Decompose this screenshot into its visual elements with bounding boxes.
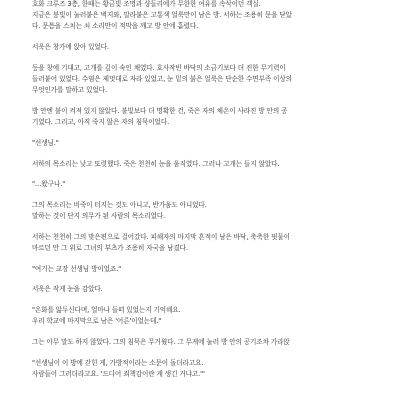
text-line: 그의 목소리는 비죽이 터지는 것도 아니고, 반가움도 아니었다.: [32, 200, 207, 209]
paragraph: [32, 42, 372, 53]
text-line: "여기는 교장 선생님 방이었죠.": [32, 264, 122, 273]
text-line: 방 안엔 불이 켜져 있지 않았다. 불빛보다 더 명확한 건, 죽은 자의 체온이 사라진 방 안의 공: [32, 106, 288, 115]
text-line: 서하의 목소리는 낮고 또렷했다. 죽은 천천히 눈을 움직였다. 그러나 고개는 들지 않았다.: [32, 159, 280, 168]
text-line: "온화를 앓두신다며, 얼마나 들떠 있었는지 기억해요.: [32, 306, 181, 315]
text-line: 서욱은 작게 눈을 감았다.: [32, 285, 103, 294]
text-line: 등을 창에 기대고, 고개를 깊이 숙인 채였다. 호사작빈 바닥의 소금기보다 더 진한 무기력이: [32, 63, 286, 72]
text-line: 호화 크루즈 3층, 한때는 황금빛 조명과 샹들리에가 무한한 여유를 속삭이던 객실.: [32, 0, 261, 8]
text-line: 무엇인가를 말하고 있었다.: [32, 86, 107, 95]
paragraph: [32, 106, 372, 128]
paragraph: [32, 337, 372, 348]
text-line: 들러붙어 있었다. 수염은 제멋대로 자라 있었고, 눈 밑의 붉은 얼룩은 단순한 수면부족 이상의: [32, 75, 292, 84]
text-line: "선생님이 이 방에 갇힌 게, 가방적이라는 소문이 돌더라고요.: [32, 358, 204, 367]
text-line: 말하는 것이 단지 의무가 된 사람의 목소리였다.: [32, 212, 166, 221]
paragraph: [32, 0, 372, 33]
paragraph: [32, 264, 372, 275]
text-line: 그는 아무 말도 하지 않았다. 그의 침묵은 무거웠다. 그 무게에 눌러 방 안의 공기조차 가라앉: [32, 338, 290, 347]
text-line: 다. 문틈을 스치는 쇠 소리만이 적막을 깨고 방 안에 흩렸다.: [32, 22, 199, 31]
text-line: "선생님.": [32, 138, 59, 147]
text-line: 서욱은 창가에 앉아 있었다.: [32, 43, 109, 52]
paragraph: [32, 305, 372, 327]
paragraph: [32, 63, 372, 97]
text-line: 마르던 만 그 위로 그녀의 부츠가 조용히 자국을 남겼다.: [32, 244, 188, 253]
paragraph: [32, 138, 372, 149]
text-line: 지금은 붕빛이 눌러붙은 벽지와, 말라붙은 고통색 얼룩만이 남은 방. 서하는 조용히 문을 닫았: [32, 11, 292, 20]
paragraph: [32, 159, 372, 170]
text-line: 우리 학교에 마지막으로 남은 '어른'이었는데.": [32, 317, 162, 326]
paragraph: [32, 179, 372, 190]
paragraph: [32, 200, 372, 222]
text-line: 기였다. 그리고, 아직 죽지 않은 자의 침묵이었다.: [32, 118, 170, 127]
paragraph: [32, 232, 372, 254]
text-line: 서하는 천천히 그의 맞은편으로 걸어갔다. 피해자의 마지막 흔적이 남은 바닥, 축축한 핏물이: [32, 232, 290, 241]
text-line: 사람들이 그러더라고요. '드디어 죄책감이란 게 생긴 거냐고.'": [32, 369, 205, 378]
text-line: "…왔구나.": [32, 180, 66, 189]
paragraph: [32, 358, 372, 380]
paragraph: [32, 284, 372, 295]
